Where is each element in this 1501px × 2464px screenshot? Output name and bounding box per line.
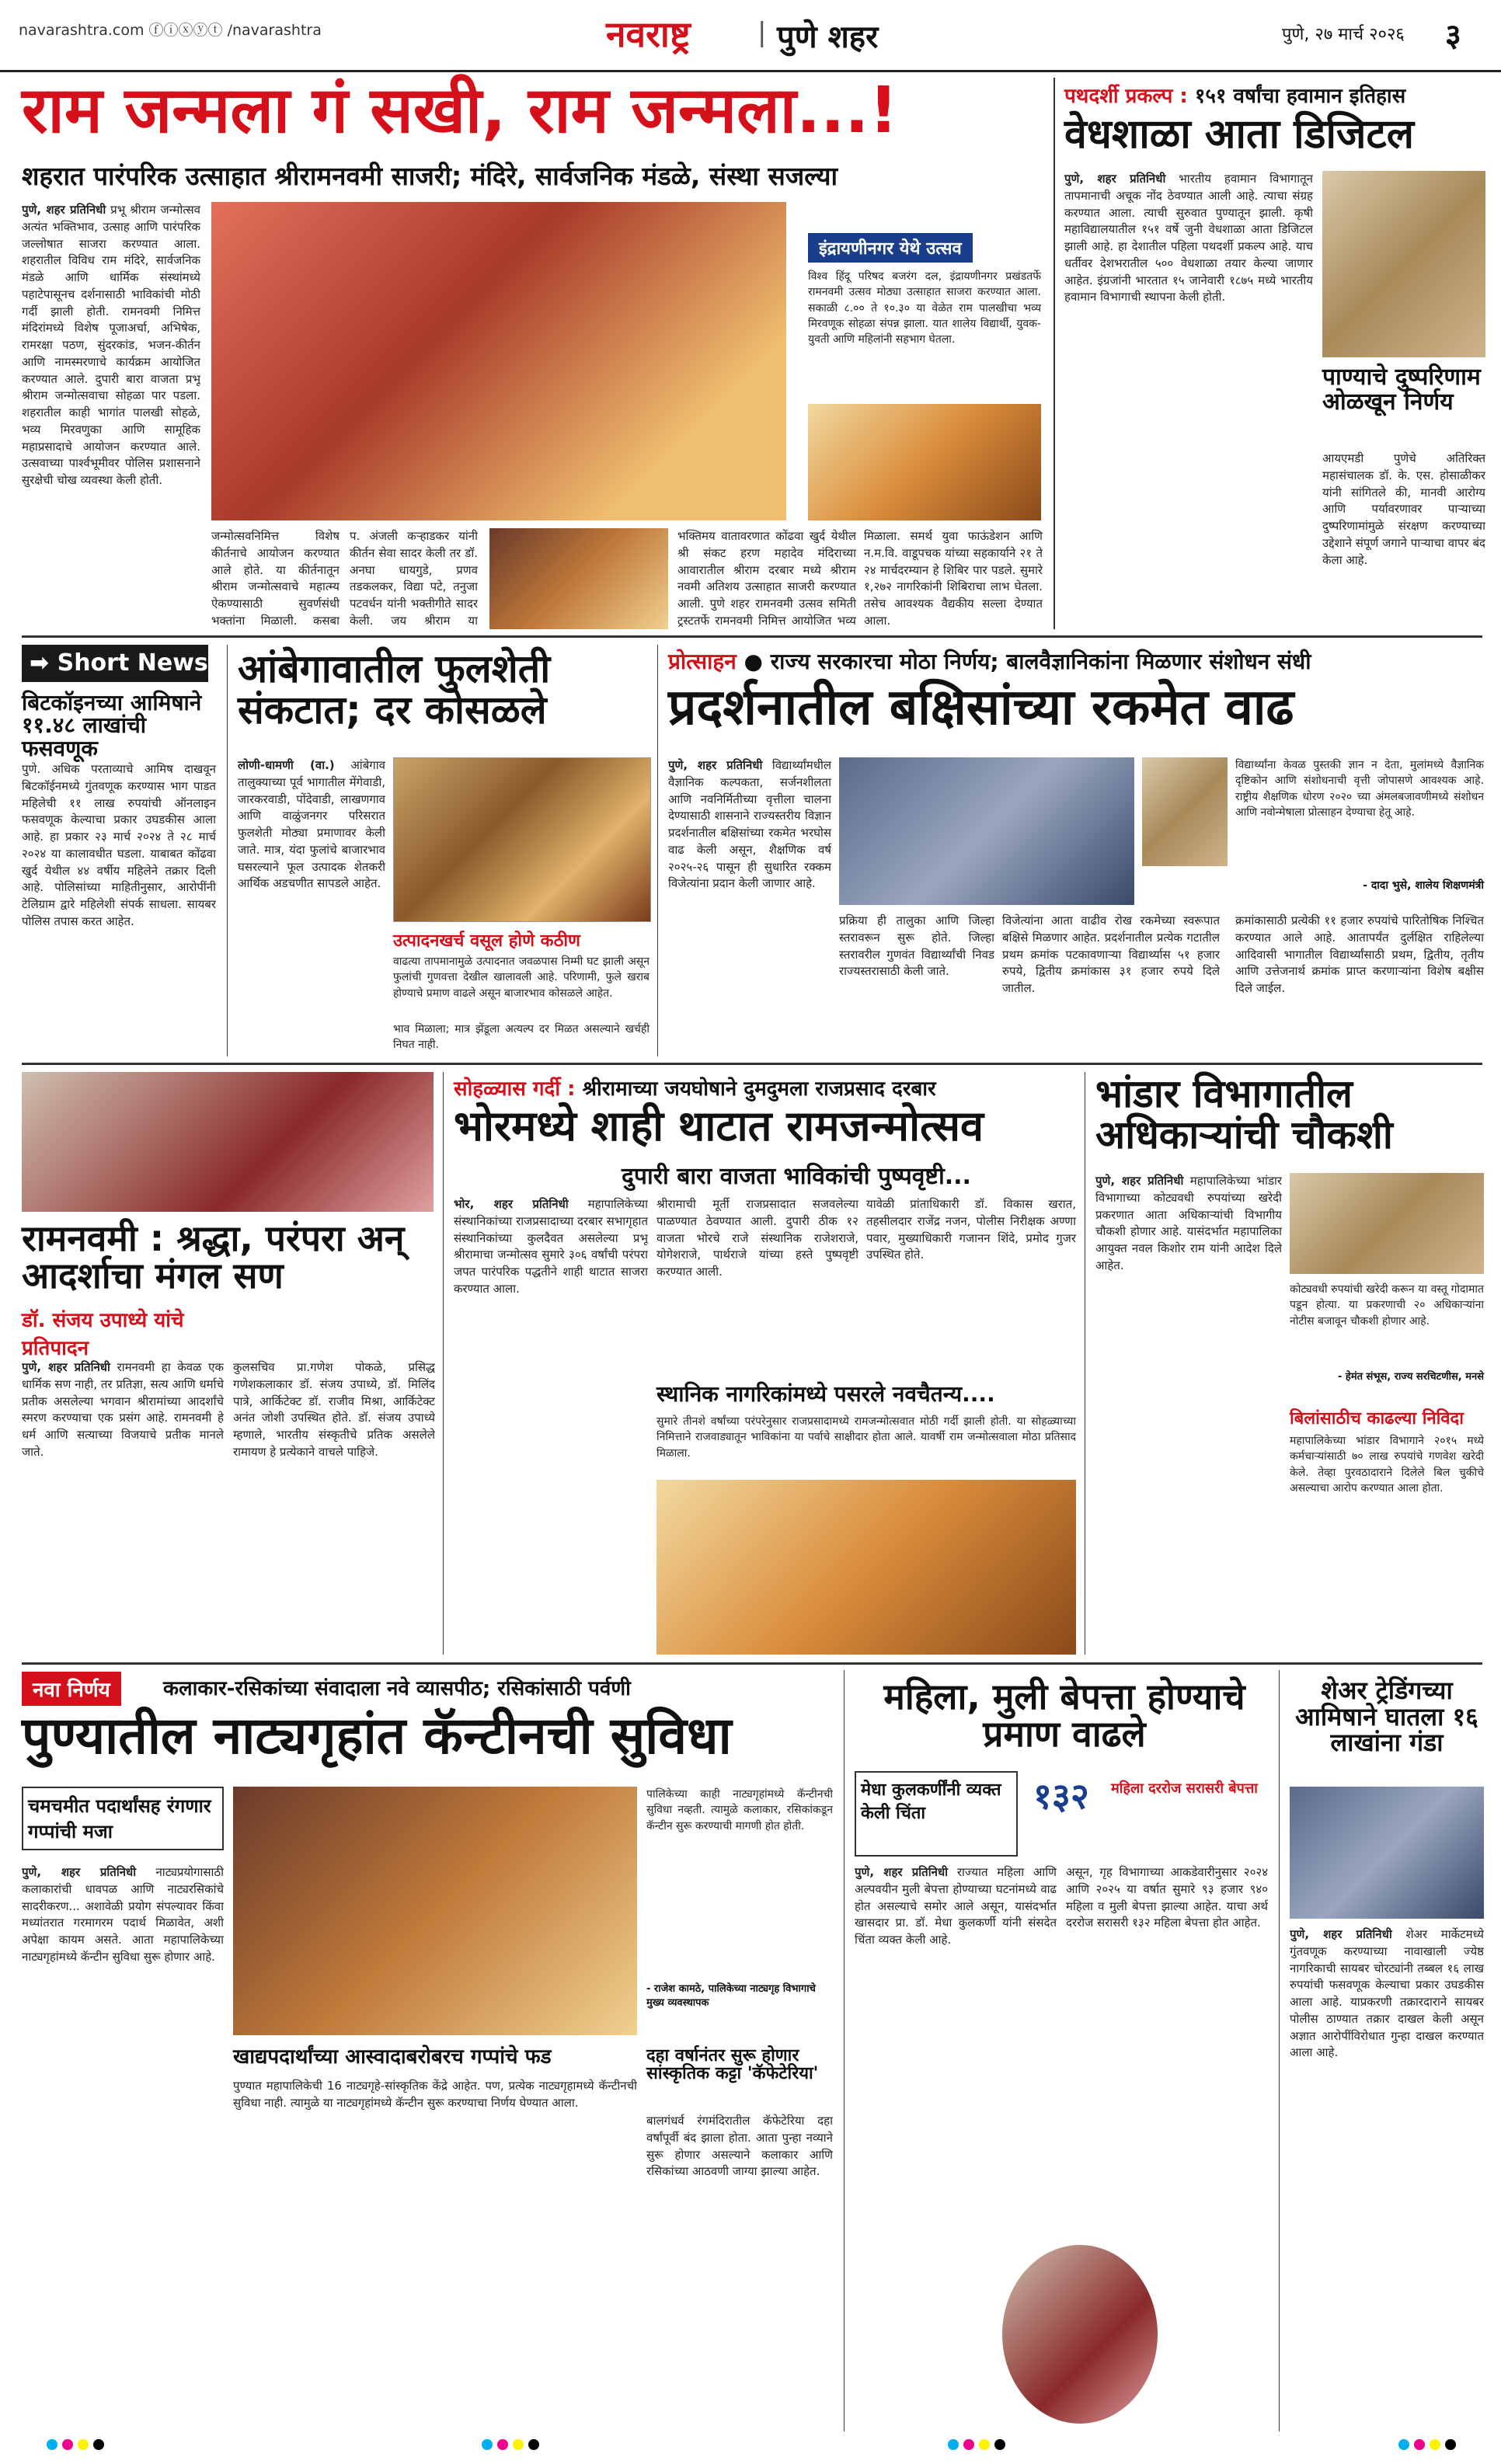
reg-mark-yellow: [1430, 2439, 1440, 2450]
column-rule: [1279, 1670, 1280, 2431]
column-rule: [443, 1072, 444, 1655]
missing-quote-name: मेधा कुलकर्णींनी व्यक्त केली चिंता: [861, 1780, 1001, 1823]
reg-mark-cyan: [482, 2439, 493, 2450]
sidebar-subtext: आयएमडी पुणेचे अतिरिक्त महासंचालक डॉ. के. एस. होसाळीकर यांनी सांगितले की, मानवी आरोग्य आणि पर्यावरणावर पाऱ्याच्या दुष्परिणामांमुळे संरक्षण करण्याच्या उद्देशाने संपूर्ण जगाने पाऱ्याचा वापर बंद केला आहे.: [1322, 451, 1485, 567]
sidebar-headline: वेधशाळा आता डिजिटल: [1064, 111, 1414, 158]
column-rule: [844, 1670, 845, 2431]
reg-mark-black: [1445, 2439, 1456, 2450]
natya-kicker-rest: कलाकार-रसिकांच्या संवादाला नवे व्यासपीठ; रसिकांसाठी पर्वणी: [163, 1677, 631, 1700]
bhor-crowd-photo: [656, 1480, 1076, 1655]
inset-tag: इंद्रायणीनगर येथे उत्सव: [808, 233, 973, 263]
edition-date: पुणे, २७ मार्च २०२६: [1282, 25, 1405, 44]
ramnavami-subhead: डॉ. संजय उपाध्ये यांचे प्रतिपादन: [22, 1309, 184, 1360]
ramnavami-text: पुणे, शहर प्रतिनिधी रामनवमी हा केवळ एक धार्मिक सण नाही, तर प्रतिज्ञा, सत्य आणि धर्माचे प्रतीक असलेल्या भगवान श्रीरामांच्या आदर्शांचे स्मरण करण्याचा एक प्रसंग आहे. रामनवमी हे धर्म आणि सत्याच्या विजयाचे प्रतीक मानले जाते.: [22, 1360, 224, 1459]
natya-caption: पालिकेच्या काही नाट्यगृहांमध्ये कॅन्टीनची सुविधा नव्हती. त्यामुळे कलाकार, रसिकांकडून कॅन्टीन सुरू करण्याची मागणी होत होती.: [646, 1788, 833, 1832]
natya-subhead2: दहा वर्षानंतर सुरू होणार सांस्कृतिक कट्टा 'कॅफेटेरिया': [646, 2046, 819, 2084]
bhandar-quote-author: - हेमंत संभूस, राज्य सरचिटणीस, मनसे: [1338, 1371, 1484, 1383]
bhor-subhead2: स्थानिक नागरिकांमध्ये पसरले नवचैतन्य....: [656, 1381, 995, 1407]
natya-subtext2: बालगंधर्व रंगमंदिरातील कॅफेटेरिया दहा वर्षांपूर्वी बंद झाला होता. आता पुन्हा नव्याने सुरू होणार असल्याने कलाकार आणि रसिकांच्या आठवणी जाग्या झाल्या आहेत.: [646, 2114, 833, 2179]
column-rule: [657, 645, 658, 1056]
fraud-photo: [1290, 1787, 1484, 1919]
lead-headline: राम जन्मला गं सखी, राम जन्मला...!: [22, 74, 898, 148]
social-icons[interactable]: ⓕⓘⓧⓨⓣ /navarashtra: [148, 22, 322, 39]
divider: |: [757, 17, 767, 48]
reg-mark-yellow: [513, 2439, 524, 2450]
lead-col4: भक्तिमय वातावरणात कोंढवा खुर्द येथील श्री संकट हरण महादेव मंदिराच्या आवारातील श्रीराम दरबार मध्ये श्रीराम नवमी अतिशय उत्साहात साजरी करण्यात आली. पुणे शहर रामनवमी उत्सव समिती ट्रस्टतर्फे रामनवमी निमित्त आयोजित भव्य: [677, 529, 856, 628]
reg-mark-magenta: [497, 2439, 508, 2450]
bhor-col2: श्रीरामाची मूर्ती राजप्रसादात सजवलेल्या पाळण्यात ठेवण्यात आली. दुपारी ठीक १२ वाजता भोरचे राजे संस्थानिक राजेशराजे, योगेशराजे, पार्थराजे यांच्या हस्ते पुष्पवृष्टी करण्यात आली.: [656, 1197, 858, 1279]
bhandar-headline: भांडार विभागातील अधिकाऱ्यांची चौकशी: [1095, 1071, 1393, 1157]
missing-text: पुणे, शहर प्रतिनिधी राज्यात महिला आणि अल्पवयीन मुली बेपत्ता होण्याच्या घटनांमध्ये वाढ होत असल्याचे समोर आले असून, यासंदर्भात खासदार प्रा. डॉ. मेधा कुलकर्णी यांनी संसदेत चिंता व्यक्त केली आहे.: [855, 1865, 1057, 1947]
reg-mark-cyan: [948, 2439, 959, 2450]
reg-mark-cyan: [47, 2439, 57, 2450]
inset-photo-idols: [808, 404, 1041, 520]
bhor-kicker: सोहळ्यास गर्दी : श्रीरामाच्या जयघोषाने दुमदुमला राजप्रसाद दरबार: [454, 1077, 936, 1101]
reg-mark-magenta: [963, 2439, 974, 2450]
section-rule: [22, 1662, 1482, 1665]
reg-mark-magenta: [1414, 2439, 1425, 2450]
masthead: [0, 0, 1501, 72]
lead-col1: पुणे, शहर प्रतिनिधी प्रभू श्रीराम जन्मोत्सव अत्यंत भक्तिभाव, उत्साह आणि पारंपरिक जल्लोषात साजरा करण्यात आला. शहरातील विविध राम मंदिरे, सार्वजनिक मंडळे आणि धार्मिक संस्थांमध्ये पहाटेपासूनच दर्शनासाठी भाविकांची मोठी गर्दी झाली होती. रामनवमी निमित्त मंदिरांमध्ये विशेष पूजाअर्चा, अभिषेक, रामरक्षा पठण, सुंदरकांड, भजन-कीर्तन आणि नामस्मरणाचे कार्यक्रम आयोजित करण्यात आले. दुपारी बारा वाजता प्रभू श्रीराम जन्मोत्सवाचा सोहळा पार पडला. शहरातील काही भागांत पालखी सोहळे, भव्य मिरवणुका आणि सामूहिक महाप्रसादाचे आयोजन करण्यात आले. उत्सवाच्या पार्श्वभूमीवर पोलिस प्रशासनाने सुरक्षेची चोख व्यवस्था केली होती.: [22, 203, 200, 487]
ramnavami-headline: रामनवमी : श्रद्धा, परंपरा अन् आदर्शाचा मंगल सण: [22, 1217, 405, 1297]
bhor-col3: यावेळी प्रांताधिकारी डॉ. विकास खरात, तहसीलदार राजेंद्र नजन, पोलीस निरीक्षक अण्णा पवार, मुख्याधिकारी गजानन शिंदे, प्रमोद गुजर उपस्थित होते.: [866, 1197, 1076, 1262]
short-news-text: पुणे. अधिक परताव्याचे आमिष दाखवून बिटकॉईनमध्ये गुंतवणूक करण्यास भाग पाडत महिलेची ११ लाख रुपयांची ऑनलाइन फसवणूक केल्याचा प्रकार उघडकीस आला आहे. हा प्रकार २३ मार्च २०२४ ते २८ मार्च २०२४ या कालावधीत घडला. याबाबत कोंढवा खुर्द येथील ४४ वर्षीय महिलेने तक्रार दिली आहे. पोलिसांच्या माहितीनुसार, आरोपींनी टेलिग्राम द्वारे महिलेशी संपर्क साधला. सायबर पोलिस तपास करत आहेत.: [22, 762, 216, 928]
reg-mark-cyan: [1398, 2439, 1409, 2450]
missing-headline: महिला, मुली बेपत्ता होण्याचे प्रमाण वाढले: [883, 1676, 1245, 1756]
site-url[interactable]: navarashtra.com ⓕⓘⓧⓨⓣ /navarashtra: [19, 22, 322, 39]
missing-stat-label: महिला दररोज सरासरी बेपत्ता: [1111, 1780, 1258, 1797]
ramnavami-col2: कुलसचिव प्रा.गणेश पोकळे, प्रसिद्ध गणेशकलाकार डॉ. संजय उपाध्ये, डॉ. मिलिंद पात्रे, आर्किटेक्ट डॉ. राजीव मिश्रा, आर्किटेक्ट अनंत जोशी उपस्थित होते. डॉ. संजय उपाध्ये म्हणाले, भारतीय संस्कृतीचे प्रतिक असलेले रामायण हे प्रत्येकाने वाचले पाहिजे.: [233, 1360, 435, 1459]
share-headline: शेअर ट्रेडिंगच्या आमिषाने घातला १६ लाखांना गंडा: [1295, 1676, 1478, 1758]
observatory-photo: [1322, 171, 1485, 357]
share-text: पुणे, शहर प्रतिनिधी शेअर मार्केटमध्ये गुंतवणूक करण्याच्या नावाखाली ज्येष्ठ नागरिकाची सायबर चोरट्यांनी तब्बल १६ लाख रुपयांची फसवणूक केल्याचा प्रकार उघडकीस आला आहे. याप्रकरणी तक्रारदाराने सायबर पोलीस ठाण्यात तक्रार दाखल केली असून अज्ञात आरोपींविरोधात गुन्हा दाखल करण्यात आला आहे.: [1290, 1927, 1484, 2060]
lead-col5: मिळाला. समर्थ युवा फाऊंडेशन आणि न.म.वि. वाडूपचक यांच्या सहकार्याने २१ ते २४ मार्चदरम्यान हे शिबिर पार पडले. सुमारे १,२७२ नागरिकांनी शिबिराचा लाभ घेतला. तसेच आवश्यक वैद्यकीय सल्ला देण्यात आला.: [864, 529, 1043, 628]
medha-kulkarni-photo: [1002, 2245, 1158, 2424]
natya-text: पुणे, शहर प्रतिनिधी नाट्यप्रयोगासाठी कलाकारांची धावपळ आणि नाट्यरसिकांचे सादरीकरण... अशावेळी प्रयोग संपल्यावर किंवा मध्यांतरात गरमागरम पदार्थ मिळावेत, अशी अपेक्षा कायम असते. आता महापालिकेच्या नाट्यगृहांमध्ये कॅन्टीन सुविधा सुरू होणार आहे.: [22, 1865, 224, 1964]
edition-name: पुणे शहर: [777, 19, 879, 55]
natya-headline: पुण्यातील नाट्यगृहांत कॅन्टीनची सुविधा: [22, 1706, 732, 1766]
section-rule: [22, 1063, 1482, 1065]
bhor-subhead: दुपारी बारा वाजता भाविकांची पुष्पवृष्टी...: [622, 1163, 971, 1190]
reg-mark-magenta: [62, 2439, 73, 2450]
inset-text: विश्व हिंदू परिषद बजरंग दल, इंद्रायणीनगर प्रखंडतर्फे रामनवमी उत्सव मोठ्या उत्साहात साजरा करण्यात आला. सकाळी ८.०० ते १०.३० या वेळेत राम पालखीचा भव्य मिरवणूक सोहळा संपन्न झाला. यात शालेय विद्यार्थी, युवक-युवती आणि महिलांनी सहभाग घेतला.: [808, 270, 1041, 346]
page-number: ३: [1445, 18, 1461, 54]
exhibition-col3: विजेत्यांना आता वाढीव रोख रकमेच्या स्वरूपात बक्षिसे मिळणार आहेत. प्रदर्शनातील प्रत्येक गटातील प्रथम क्रमांक पटकावणाऱ्या विद्यार्थ्यास ५१ हजार रुपये, द्वितीय क्रमांकास ३१ हजार रुपये दिले जातील.: [1002, 914, 1220, 995]
exhibition-kicker: प्रोत्साहन ● राज्य सरकारचा मोठा निर्णय; बालवैज्ञानिकांना मिळणार संशोधन संधी: [668, 649, 1311, 674]
bhandar-quote: कोट्यवधी रुपयांची खरेदी करून या वस्तू गोदामात पडून होत्या. या प्रकरणाची २० अधिकाऱ्यांना नोटीस बजावून चौकशी होणार आहे.: [1290, 1283, 1484, 1328]
exhibition-col2: प्रक्रिया ही तालुका आणि जिल्हा स्तरावरून सुरू होते. जिल्हा स्तरावरील गुणवंत विद्यार्थ्यांची निवड राज्यस्तरासाठी केली जाते.: [839, 914, 994, 979]
exhibition-quote-author: - दादा भुसे, शालेय शिक्षणमंत्री: [1363, 879, 1484, 892]
bhor-subtext: सुमारे तीनशे वर्षांच्या परंपरेनुसार राजप्रसादामध्ये रामजन्मोत्सवात मोठी गर्दी झाली होती. या सोहळ्याच्या निमित्ताने राजवाड्यातून भाविकांना या पर्वाचे साक्षीदार होता आले. यावर्षी राम जन्मोत्सवाला मोठा प्रतिसाद मिळाला.: [656, 1415, 1076, 1460]
event-photo: [22, 1072, 434, 1212]
lead-photo-temple: [211, 202, 786, 520]
reg-mark-black: [93, 2439, 104, 2450]
column-rule: [1053, 78, 1055, 629]
natya-side-head: चमचमीत पदार्थांसह रंगणार गप्पांची मजा: [22, 1787, 224, 1850]
exhibition-headline: प्रदर्शनातील बक्षिसांच्या रकमेत वाढ: [668, 679, 1294, 736]
ambegaon-subtext: वाढत्या तापमानामुळे उत्पादनात जवळपास निम्मी घट झाली असून फुलांची गुणवत्ता देखील खालावली आहे. परिणामी, फुले खराब होण्याचे प्रमाण वाढले असून बाजारभाव कोसळले आहेत.: [393, 955, 650, 1000]
lead-photo-celebration: [489, 528, 668, 629]
bhandar-subtext: महापालिकेच्या भांडार विभागाने २०१५ मध्ये कर्मचाऱ्यांसाठी ७० लाख रुपयांचे गणवेश खरेदी केले. तेव्हा पुरवठादाराने दिलेले बिल चुकीचे असल्याचा आरोप करण्यात आला होता.: [1290, 1435, 1484, 1495]
flower-farm-photo: [393, 757, 651, 922]
bhor-text: भोर, शहर प्रतिनिधी महापालिकेच्या संस्थानिकांच्या राजप्रसादाच्या दरबार सभागृहात संस्थानिकांच्या कुलदैवत असलेल्या प्रभू श्रीरामाचा जन्मोत्सव सुमारे ३०६ वर्षांची परंपरा जपत पारंपरिक पद्धतीने शाही थाटात साजरा करण्यात आला.: [454, 1197, 648, 1296]
reg-mark-black: [994, 2439, 1005, 2450]
science-illustration: [839, 757, 1134, 905]
minister-photo: [1142, 757, 1228, 866]
ambegaon-tail: भाव मिळाला; मात्र झेंडूला अत्यल्प दर मिळत असल्याने खर्चही निघत नाही.: [393, 1023, 650, 1052]
lead-byline: पुणे, शहर प्रतिनिधी: [22, 203, 106, 217]
canteen-photo: [233, 1787, 637, 2035]
pmc-building-photo: [1290, 1173, 1484, 1274]
bhor-headline: भोरमध्ये शाही थाटात रामजन्मोत्सव: [454, 1101, 984, 1150]
natya-subhead: खाद्यपदार्थांच्या आस्वादाबरोबरच गप्पांचे फड: [233, 2045, 552, 2069]
sidebar-text: पुणे, शहर प्रतिनिधी भारतीय हवामान विभागातून तापमानाची अचूक नोंद ठेवण्यात आली आहे. त्याचा संग्रह करण्यात आला. त्याची सुरुवात पुण्यातून झाली. कृषी महाविद्यालयातील १५१ वर्षे जुनी वेधशाळा आता डिजिटल झाली आहे. हा देशातील पहिला पथदर्शी प्रकल्प आहे. याच धर्तीवर देशभरातील ५०० वेधशाळा तयार केल्या जाणार आहेत. इंग्रजांनी भारतात १५ जानेवारी १८७५ मध्ये भारतीय हवामान विभागाची स्थापना केली होती.: [1064, 172, 1313, 305]
short-news-headline: बिटकॉइनच्या आमिषाने ११.४८ लाखांची फसवणूक: [22, 690, 202, 761]
short-news-label: ➡ Short News: [22, 645, 208, 682]
section-rule: [22, 635, 1482, 638]
newspaper-logo: नवराष्ट्र: [606, 13, 691, 55]
lead-col2: जन्मोत्सवनिमित्त विशेष कीर्तनाचे आयोजन करण्यात आले होते. या कीर्तनातून श्रीराम जन्मोत्सवाचे महात्म्य ऐकण्यासाठी सुवर्णसंधी भक्तांना मिळाली. कसबा: [211, 529, 340, 628]
natya-kicker: नवा निर्णय: [22, 1672, 121, 1706]
registration-marks: [47, 2439, 1445, 2455]
ambegaon-subhead: उत्पादनखर्च वसूल होणे कठीण: [393, 931, 580, 951]
missing-stat: १३२: [1033, 1775, 1089, 1817]
bhandar-subhead: बिलांसाठीच काढल्या निविदा: [1290, 1409, 1464, 1429]
natya-caption-author: - राजेश कामठे, पालिकेच्या नाट्यगृह विभागाचे मुख्य व्यवस्थापक: [646, 1983, 816, 2009]
missing-quote-box: [855, 1771, 1018, 1857]
arrow-icon: ➡: [30, 649, 50, 677]
lead-col3: प. अंजली कऱ्हाडकर यांनी कीर्तन सेवा सादर केली तर डॉ. अनघा धायगुडे, प्रणव तडकलकर, विद्या पटे, तनुजा पटवर्धन यांनी भक्तीगीते सादर केली. जय श्रीराम या: [350, 529, 478, 628]
missing-col2: असून, गृह विभागाच्या आकडेवारीनुसार २०२४ आणि २०२५ या वर्षात सुमारे ९३ हजार ९४० महिला व मुली बेपत्ता झाल्या आहेत. याचा अर्थ दररोज सरासरी १३२ महिला बेपत्ता होत आहेत.: [1066, 1865, 1268, 1930]
exhibition-col4: क्रमांकासाठी प्रत्येकी ११ हजार रुपयांचे पारितोषिक निश्चित करण्यात आले आहे. आतापर्यंत दुर्लक्षित राहिलेल्या आदिवासी भागातील विद्यार्थ्यांसाठी प्रथम, द्वितीय, तृतीय आणि उत्तेजनार्थ क्रमांक प्राप्त करणाऱ्यांना विशेष बक्षीस दिले जाईल.: [1235, 914, 1484, 995]
natya-subtext: पुण्यात महापालिकेची 16 नाट्यगृहे-सांस्कृतिक केंद्रे आहेत. पण, प्रत्येक नाट्यगृहामध्ये कॅन्टीनची सुविधा नाही. त्यामुळे या नाट्यगृहांमध्ये कॅन्टीन सुरू करण्याचा निर्णय घेण्यात आला.: [233, 2079, 637, 2110]
exhibition-text: पुणे, शहर प्रतिनिधी विद्यार्थ्यांमधील वैज्ञानिक कल्पकता, सर्जनशीलता आणि नवनिर्मितीच्या वृत्तीला चालना देण्यासाठी शासनाने राज्यस्तरीय विज्ञान प्रदर्शनातील बक्षिसांच्या रकमेत भरघोस वाढ केली असून, शैक्षणिक वर्ष २०२५-२६ पासून ही सुधारित रक्कम विजेत्यांना प्रदान केली जाणार आहे.: [668, 758, 831, 891]
reg-mark-yellow: [78, 2439, 89, 2450]
lead-subhead: शहरात पारंपरिक उत्साहात श्रीरामनवमी साजरी; मंदिरे, सार्वजनिक मंडळे, संस्था सजल्या: [22, 161, 838, 191]
reg-mark-yellow: [979, 2439, 990, 2450]
sidebar-subhead: पाण्याचे दुष्परिणाम ओळखून निर्णय: [1322, 364, 1481, 416]
sidebar-kicker: पथदर्शी प्रकल्प : १५१ वर्षांचा हवामान इतिहास: [1064, 85, 1406, 108]
reg-mark-black: [528, 2439, 539, 2450]
exhibition-quote: विद्यार्थ्यांना केवळ पुस्तकी ज्ञान न देता, मुलांमध्ये वैज्ञानिक दृष्टिकोन आणि संशोधनाची वृत्ती जोपासणे आवश्यक आहे. राष्ट्रीय शैक्षणिक धोरण २०२० च्या अंमलबजावणीमध्ये संशोधन आणि नवोन्मेषाला प्रोत्साहन देण्याचा हेतू आहे.: [1235, 759, 1484, 819]
column-rule: [227, 645, 228, 1056]
bhandar-text: पुणे, शहर प्रतिनिधी महापालिकेच्या भांडार विभागाच्या कोट्यवधी रुपयांच्या खरेदी प्रकरणात आता अधिकाऱ्यांची विभागीय चौकशी होणार आहे. यासंदर्भात महापालिका आयुक्त नवल किशोर राम यांनी आदेश दिले आहेत.: [1095, 1174, 1282, 1272]
ambegaon-headline: आंबेगावातील फुलशेती संकटात; दर कोसळले: [238, 646, 551, 733]
ambegaon-text: लोणी-धामणी (वा.) आंबेगाव तालुक्याच्या पूर्व भागातील मेंगेवाडी, जारकरवाडी, पोंदेवाडी, लाखणगाव आणि वाळुंजनगर परिसरात फुलशेती मोठ्या प्रमाणावर केली जाते. मात्र, यंदा फुलांचे बाजारभाव घसरल्याने फूल उत्पादक शेतकरी आर्थिक अडचणीत सापडले आहेत.: [238, 758, 385, 891]
